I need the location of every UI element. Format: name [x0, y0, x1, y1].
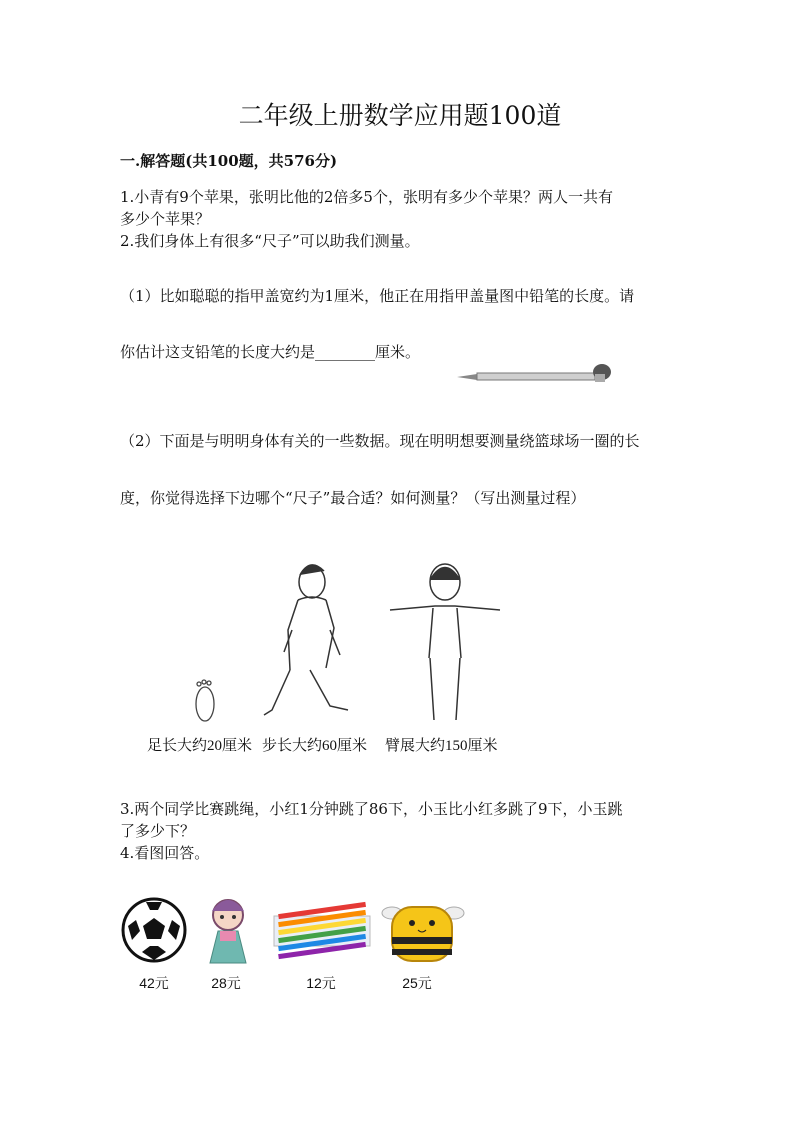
bee-backpack-icon — [378, 893, 468, 965]
doll-icon — [188, 893, 268, 965]
question-4: 4.看图回答。 — [120, 844, 210, 862]
question-3-line-2: 了多少下？ — [120, 822, 196, 840]
caption-step-length: 步长大约60厘米 — [262, 738, 368, 754]
question-2-part-2-line-1: （2）下面是与明明身体有关的一些数据。现在明明想要测量绕篮球场一圈的长 — [120, 432, 640, 450]
caption-arm-span: 臂展大约150厘米 — [385, 738, 498, 754]
question-3-line-1: 3.两个同学比赛跳绳，小红1分钟跳了86下，小玉比小红多跳了9下，小玉跳 — [120, 800, 623, 818]
footprint-icon — [196, 680, 214, 721]
body-measure-illustration — [150, 560, 530, 725]
question-1-line-1: 1.小青有9个苹果，张明比他的2倍多5个，张明有多少个苹果？两人一共有 — [120, 188, 613, 206]
question-2: 2.我们身体上有很多“尺子”可以助我们测量。 — [120, 232, 420, 250]
question-1-line-2: 多少个苹果？ — [120, 210, 211, 228]
crayons-icon — [268, 898, 378, 960]
price-doll: 28元 — [211, 975, 241, 991]
price-crayons: 12元 — [306, 975, 336, 991]
page-title: 二年级上册数学应用题100道 — [238, 101, 562, 130]
walking-boy-icon — [264, 565, 348, 715]
price-soccer-ball: 42元 — [139, 975, 169, 991]
soccer-ball-icon — [120, 896, 188, 964]
price-bee-backpack: 25元 — [402, 975, 432, 991]
question-2-part-1-line-1: （1）比如聪聪的指甲盖宽约为1厘米，他正在用指甲盖量图中铅笔的长度。请 — [120, 287, 635, 305]
section-heading: 一.解答题(共100题，共576分) — [120, 152, 338, 170]
caption-foot-length: 足长大约20厘米 — [147, 738, 253, 754]
pencil-image — [455, 360, 615, 386]
girl-arms-out-icon — [390, 564, 500, 720]
question-2-part-2-line-2: 度，你觉得选择下边哪个“尺子”最合适？如何测量？（写出测量过程） — [120, 489, 586, 507]
question-2-part-1-line-2: 你估计这支铅笔的长度大约是________厘米。 — [120, 343, 421, 361]
